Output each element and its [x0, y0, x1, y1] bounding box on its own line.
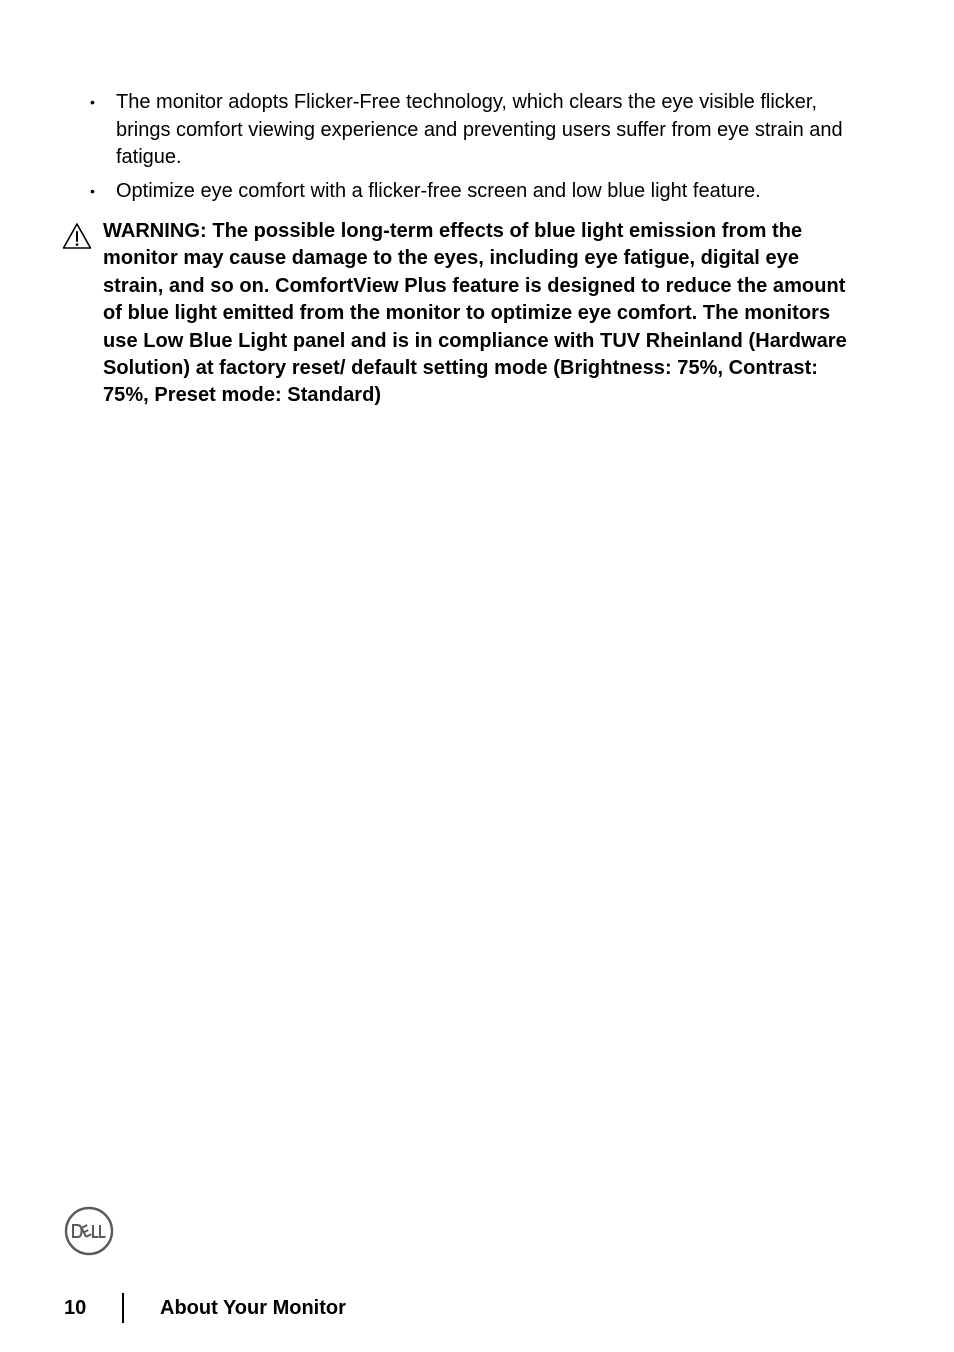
bullet-item-eye-comfort — [88, 178, 848, 206]
bullet-list — [88, 89, 848, 211]
bullet-dot: • — [90, 182, 95, 199]
warning-note — [62, 218, 862, 410]
bullet-dot: • — [90, 94, 95, 110]
page-footer — [64, 1292, 346, 1324]
dell-logo — [64, 1206, 114, 1256]
bullet-item-flicker-free — [88, 89, 848, 172]
footer-divider — [122, 1293, 124, 1323]
warning-triangle-icon — [62, 222, 92, 250]
warning-text: WARNING: The possible long-term effects of blue light emission from the monitor may cause damage to the eyes, including eye fatigue, digital eye strain, and so on. ComfortView Plus feature is designed to reduce the amount of blue light emitted from the monitor to optimize eye comfort. The monitors use Low Blue Light panel and is in compliance with TUV Rheinland (Hardware Solution) at factory reset/ default setting mode (Brightness: 75%, Contrast: 75%, Preset mode: Standard) — [103, 220, 847, 407]
page-number: 10 — [64, 1296, 87, 1319]
section-title: About Your Monitor — [160, 1296, 346, 1319]
bullet-text: Optimize eye comfort with a flicker-free screen and low blue light feature. — [116, 179, 761, 202]
bullet-text: The monitor adopts Flicker-Free technology, which clears the eye visible flicker, brings comfort viewing experience and preventing users suffer from eye strain and fatigue. — [116, 91, 843, 168]
